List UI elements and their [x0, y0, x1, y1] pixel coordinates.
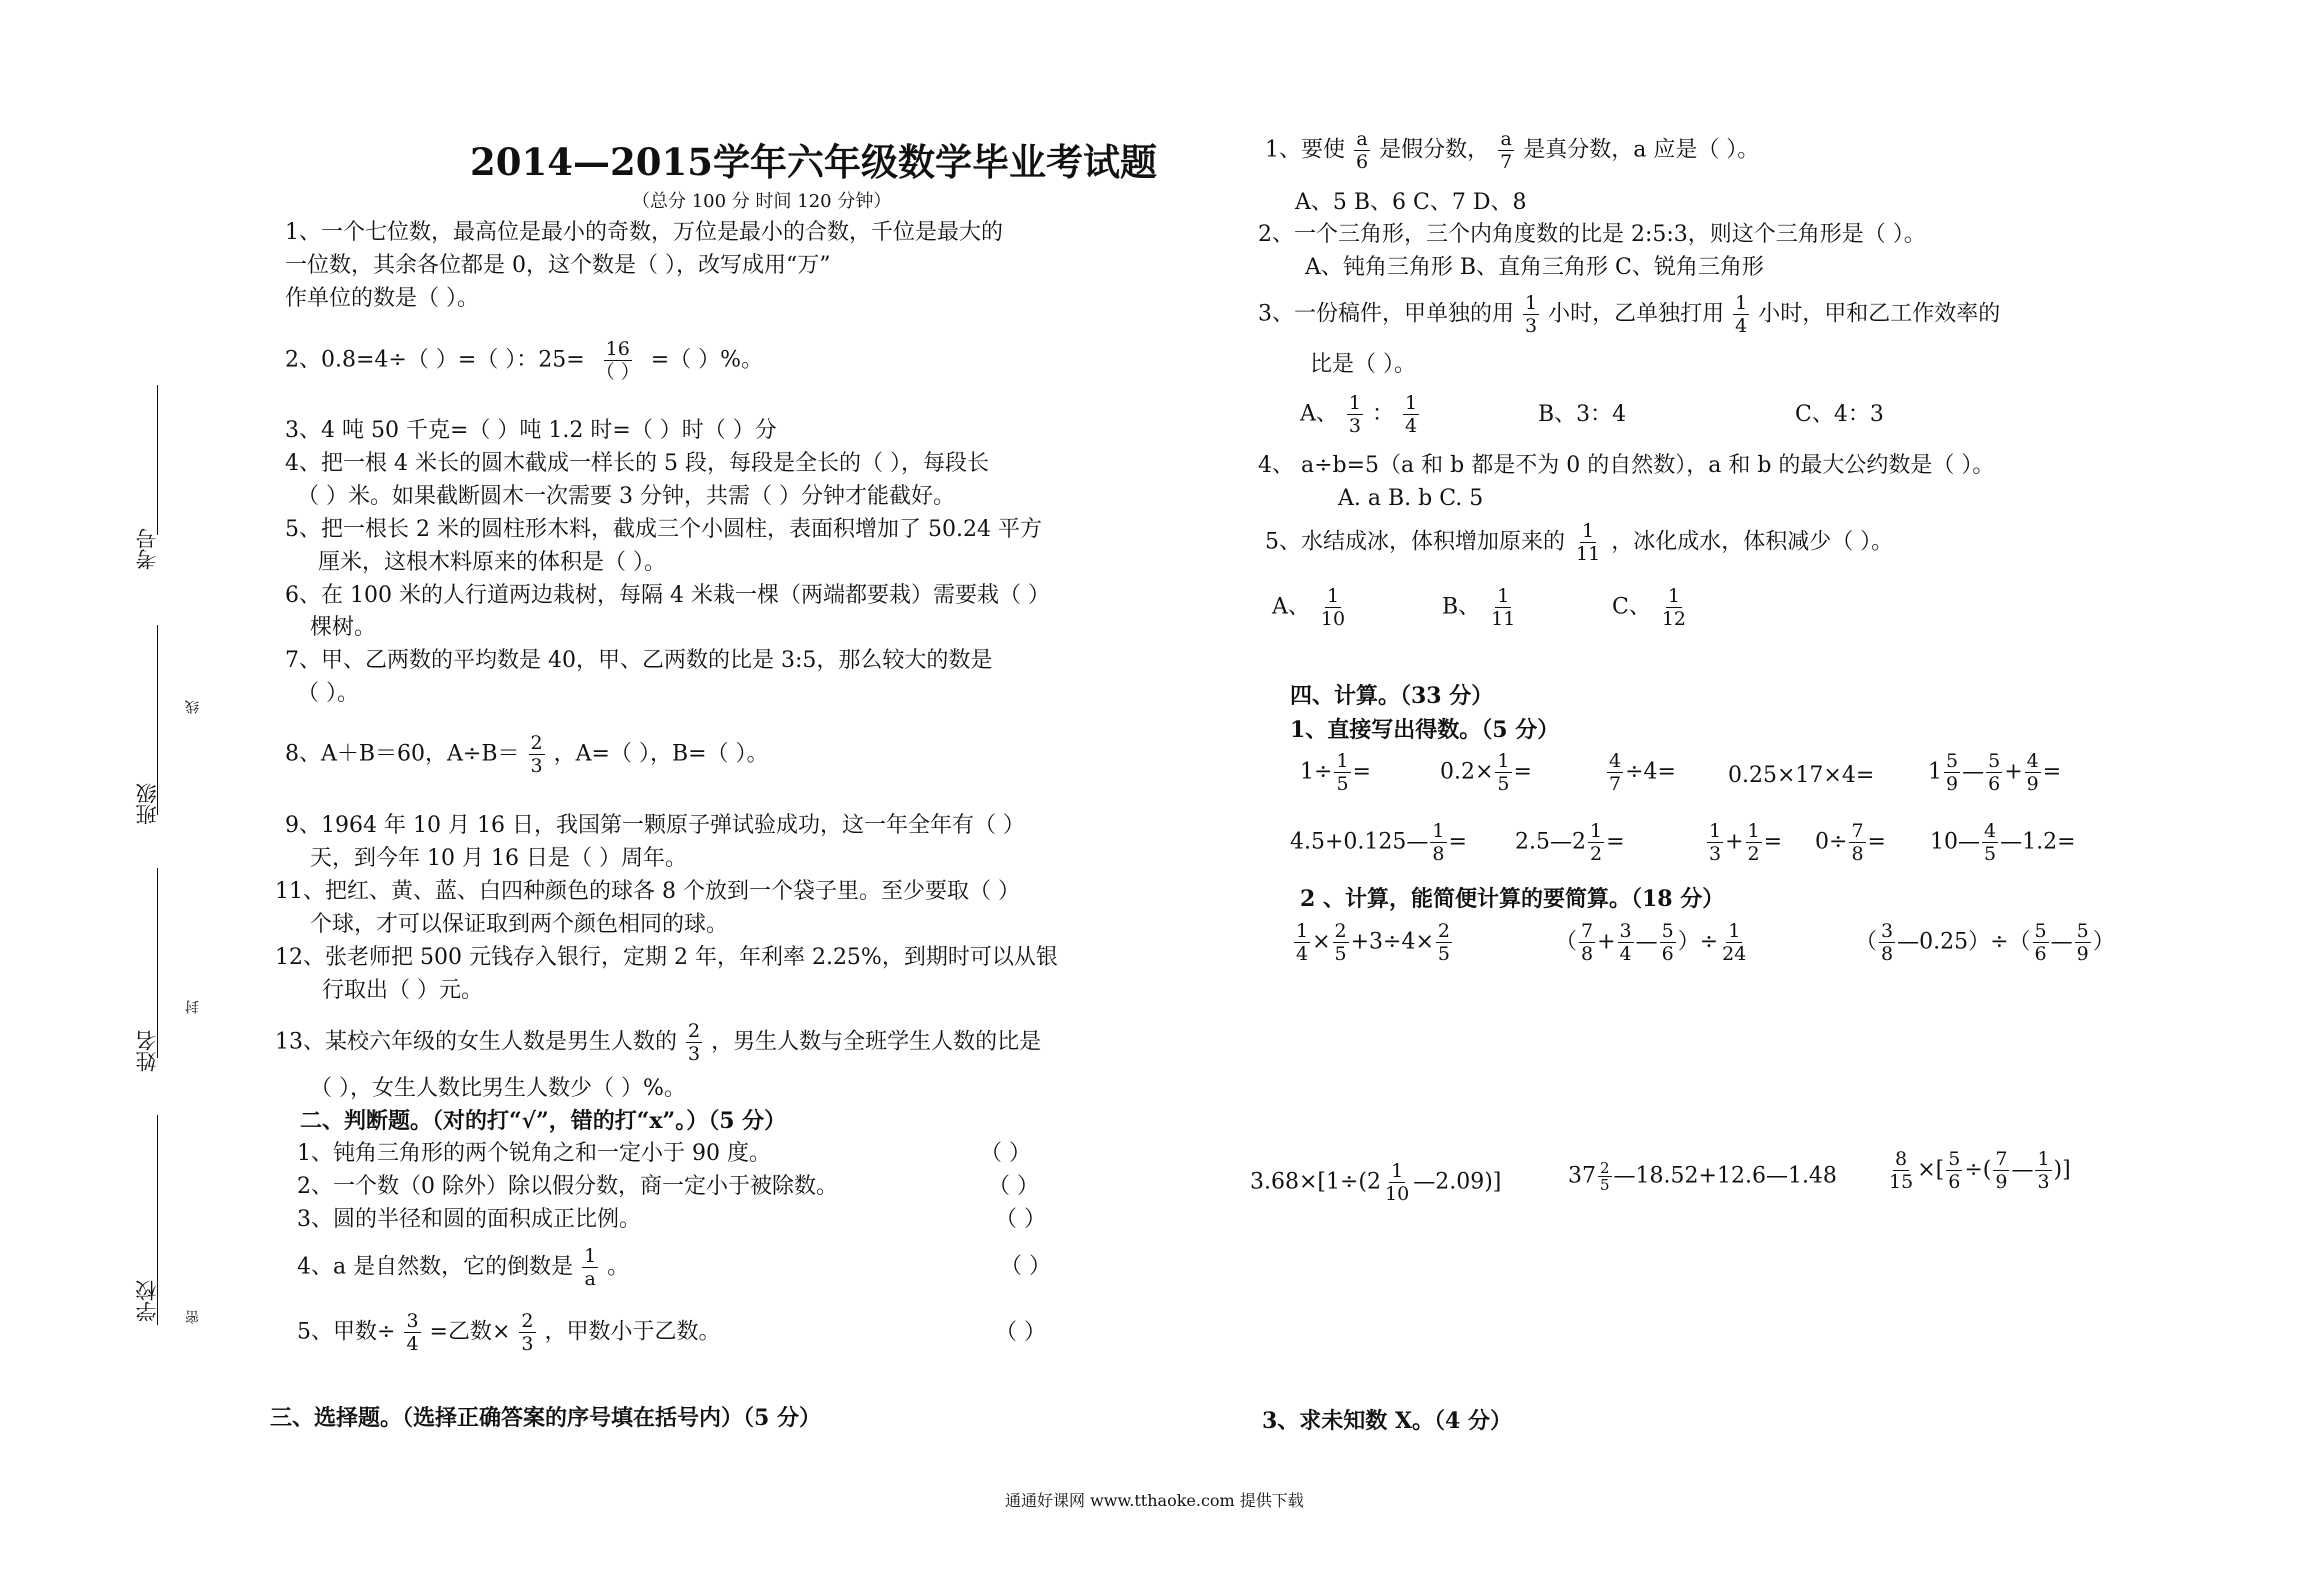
calc-4: 0.25×17×4=: [1728, 763, 1875, 788]
judge-5: 5、甲数÷ $\frac{3}{4}$ =乙数× $\frac{2}{3}$ ，甲数小于乙数。: [297, 1310, 721, 1355]
seal-mark-seal: 封: [185, 1000, 201, 1014]
q8-fraction: $\frac{2}{3}$: [530, 732, 543, 777]
choice-3-line2: 比是（ ）。: [1310, 352, 1416, 377]
simplify-1: $\frac{1}{4}$ × $\frac{2}{5}$ +3÷4× $\frac{2}{5}$: [1296, 920, 1451, 965]
choice-3-fraction-2: $\frac{1}{4}$: [1735, 292, 1748, 337]
choice-4-options: A. a B. b C. 5: [1338, 486, 1484, 511]
choice-5-option-c: C、 $\frac{1}{12}$: [1612, 585, 1687, 630]
calc-1: 1÷ $\frac{1}{5}$ =: [1300, 750, 1371, 795]
label-name: 姓名: [135, 1030, 159, 1072]
q9-line1: 9、1964 年 10 月 16 日，我国第一颗原子弹试验成功，这一年全年有（ ）: [285, 813, 1025, 838]
q11-line1: 11、把红、黄、蓝、白四种颜色的球各 8 个放到一个袋子里。至少要取（ ）: [275, 879, 1020, 904]
section-2-heading: 二、判断题。（对的打“√”，错的打“x”。）（5 分）: [300, 1108, 787, 1134]
q12-line2: 行取出（ ）元。: [322, 978, 483, 1003]
choice-3-option-b: B、3：4: [1538, 402, 1627, 427]
choice-3: 3、一份稿件，甲单独的用 $\frac{1}{3}$ 小时，乙单独打用 $\frac{1}{4}$ 小时，甲和乙工作效率的: [1258, 292, 2001, 337]
label-school: 学校: [135, 1280, 159, 1322]
q1-line1: 1、一个七位数，最高位是最小的奇数，万位是最小的合数，千位是最大的: [285, 220, 1003, 245]
choice-3-optA-frac-2: $\frac{1}{4}$: [1405, 392, 1418, 437]
long-calc-1-frac: $\frac{1}{10}$: [1385, 1160, 1410, 1205]
calc-9-frac: $\frac{7}{8}$: [1851, 820, 1864, 865]
simplify-2-frac-3: $\frac{5}{6}$: [1661, 920, 1674, 965]
judge-5-answer[interactable]: （ ）: [995, 1320, 1046, 1345]
judge-3: 3、圆的半径和圆的面积成正比例。: [297, 1207, 641, 1232]
simplify-2-frac-2: $\frac{3}{4}$: [1619, 920, 1632, 965]
choice-2-options: A、钝角三角形 B、直角三角形 C、锐角三角形: [1305, 255, 1764, 280]
q13-fraction: $\frac{2}{3}$: [688, 1020, 701, 1065]
choice-1-fraction-1: $\frac{a}{6}$: [1356, 128, 1369, 173]
q12-line1: 12、张老师把 500 元钱存入银行，定期 2 年，年利率 2.25%，到期时可以从银: [275, 945, 1058, 970]
choice-5-optA-frac: $\frac{1}{10}$: [1320, 585, 1346, 630]
calc-9: 0÷ $\frac{7}{8}$ =: [1815, 820, 1886, 865]
choice-5: 5、水结成冰，体积增加原来的 $\frac{1}{11}$ ，冰化成水，体积减少（ ）。: [1265, 520, 1894, 565]
choice-4: 4、 a÷b=5（a 和 b 都是不为 0 的自然数），a 和 b 的最大公约数是（ ）。: [1258, 453, 1995, 478]
calc-6: 4.5+0.125— $\frac{1}{8}$ =: [1290, 820, 1467, 865]
calc-6-frac: $\frac{1}{8}$: [1432, 820, 1445, 865]
simplify-2-frac-4: $\frac{1}{24}$: [1722, 920, 1747, 965]
long-calc-3-frac-3: $\frac{7}{9}$: [1995, 1148, 2008, 1193]
calc-10: 10— $\frac{4}{5}$ —1.2=: [1930, 820, 2076, 865]
q5-line2: 厘米，这根木料原来的体积是（ ）。: [318, 550, 666, 575]
calc-5-frac-1: $\frac{5}{9}$: [1946, 750, 1959, 795]
q2: [285, 338, 763, 383]
choice-3-option-a: A、 $\frac{1}{3}$ ： $\frac{1}{4}$: [1300, 392, 1418, 437]
calc-5: 1 $\frac{5}{9}$ — $\frac{5}{6}$ + $\frac{4}{9}$ =: [1928, 750, 2062, 795]
q2-text-a: 2、0.8=4÷（ ）=（ ）：25=: [285, 347, 585, 373]
calc-7-frac: $\frac{1}{2}$: [1589, 820, 1603, 865]
choice-5-fraction: $\frac{1}{11}$: [1576, 520, 1601, 565]
calc-10-frac: $\frac{4}{5}$: [1984, 820, 1997, 865]
section-4-part-3: 3、求未知数 X。（4 分）: [1262, 1408, 1513, 1434]
long-calc-3: $\frac{8}{15}$ ×[ $\frac{5}{6}$ ÷( $\frac{7}{9}$ — $\frac{1}{3}$ )]: [1889, 1148, 2071, 1193]
q8: 8、A＋B＝60，A÷B＝ $\frac{2}{3}$ ，A=（ ），B=（ ）。: [285, 732, 769, 777]
q5-line1: 5、把一根长 2 米的圆柱形木料，截成三个小圆柱，表面积增加了 50.24 平方: [285, 517, 1042, 542]
choice-3-option-c: C、4：3: [1795, 402, 1884, 427]
calc-2-frac: $\frac{1}{5}$: [1497, 750, 1510, 795]
choice-1: 1、要使 $\frac{a}{6}$ 是假分数， $\frac{a}{7}$ 是真分数，a 应是（ ）。: [1265, 128, 1760, 173]
q7-line2: （ ）。: [297, 681, 359, 706]
simplify-3-frac-2: $\frac{5}{6}$: [2034, 920, 2047, 965]
calc-1-frac: $\frac{1}{5}$: [1336, 750, 1349, 795]
q2-text-b: =（ ）%。: [650, 347, 764, 373]
q2-fraction: $\frac{16}{( )}$: [595, 338, 640, 383]
choice-3-optA-frac-1: $\frac{1}{3}$: [1348, 392, 1361, 437]
choice-2: 2、一个三角形，三个内角度数的比是 2:5:3，则这个三角形是（ ）。: [1258, 222, 1926, 247]
choice-1-fraction-2: $\frac{a}{7}$: [1500, 128, 1513, 173]
long-calc-3-frac-4: $\frac{1}{3}$: [2037, 1148, 2050, 1193]
simplify-1-frac-3: $\frac{2}{5}$: [1437, 920, 1451, 965]
q7-line1: 7、甲、乙两数的平均数是 40，甲、乙两数的比是 3:5，那么较大的数是: [285, 648, 993, 673]
label-exam-number: 考号: [135, 528, 159, 570]
simplify-3-frac-1: $\frac{3}{8}$: [1881, 920, 1894, 965]
q6-line2: 棵树。: [310, 615, 377, 640]
section-4-heading: 四、计算。（33 分）: [1290, 683, 1494, 709]
q13-line2: （ ），女生人数比男生人数少（ ）%。: [310, 1076, 686, 1101]
seal-mark-secret: 密: [185, 1310, 201, 1324]
q9-line2: 天，到今年 10 月 16 日是（ ）周年。: [310, 846, 687, 871]
footer-source: 通通好课网 www.tthaoke.com 提供下载: [1005, 1491, 1304, 1510]
label-class: 班级: [135, 783, 159, 825]
choice-5-option-a: A、 $\frac{1}{10}$: [1272, 585, 1346, 630]
choice-5-option-b: B、 $\frac{1}{11}$: [1442, 585, 1516, 630]
judge-4-answer[interactable]: （ ）: [1000, 1254, 1051, 1279]
q13-line1: 13、某校六年级的女生人数是男生人数的 $\frac{2}{3}$ ，男生人数与全班学生人数的比是: [275, 1020, 1042, 1065]
q6-line1: 6、在 100 米的人行道两边栽树，每隔 4 米栽一棵（两端都要栽）需要栽（ ）: [285, 583, 1050, 608]
simplify-2: （ $\frac{7}{8}$ + $\frac{3}{4}$ — $\frac{5}{6}$ ）÷ $\frac{1}{24}$: [1555, 920, 1747, 965]
judge-2: 2、一个数（0 除外）除以假分数，商一定小于被除数。: [297, 1174, 838, 1199]
choice-5-optB-frac: $\frac{1}{11}$: [1491, 585, 1516, 630]
page-title: 2014—2015学年六年级数学毕业考试题: [470, 140, 1157, 184]
section-4-part-1: 1、直接写出得数。（5 分）: [1290, 717, 1560, 743]
judge-4: 4、a 是自然数，它的倒数是 $\frac{1}{a}$ 。: [297, 1245, 630, 1290]
calc-3: $\frac{4}{7}$ ÷4=: [1609, 750, 1676, 795]
long-calc-3-frac-2: $\frac{5}{6}$: [1948, 1148, 1961, 1193]
simplify-1-frac-1: $\frac{1}{4}$: [1296, 920, 1309, 965]
q1-line3: 作单位的数是（ ）。: [285, 286, 479, 311]
simplify-3: （ $\frac{3}{8}$ —0.25）÷（ $\frac{5}{6}$ — $\frac{5}{9}$ ）: [1855, 920, 2115, 965]
q1-line2: 一位数，其余各位都是 0，这个数是（ ），改写成用“万”: [285, 253, 831, 278]
calc-5-frac-3: $\frac{4}{9}$: [2026, 750, 2039, 795]
section-4-part-2: 2 、计算，能简便计算的要简算。（18 分）: [1300, 886, 1725, 912]
judge-2-answer[interactable]: （ ）: [988, 1174, 1039, 1199]
calc-8: $\frac{1}{3}$ + $\frac{1}{2}$ =: [1709, 820, 1783, 865]
calc-8-frac-2: $\frac{1}{2}$: [1747, 820, 1760, 865]
judge-4-fraction: $\frac{1}{a}$: [584, 1245, 597, 1290]
long-calc-2-frac: $\frac{2}{5}$: [1600, 1159, 1610, 1194]
q4-line2: （ ）米。如果截断圆木一次需要 3 分钟，共需（ ）分钟才能截好。: [297, 484, 955, 509]
simplify-1-frac-2: $\frac{2}{5}$: [1334, 920, 1347, 965]
binding-line-1: [157, 385, 158, 535]
judge-3-answer[interactable]: （ ）: [995, 1207, 1046, 1232]
choice-3-fraction-1: $\frac{1}{3}$: [1525, 292, 1538, 337]
page-subtitle: （总分 100 分 时间 120 分钟）: [632, 191, 892, 212]
calc-5-frac-2: $\frac{5}{6}$: [1988, 750, 2001, 795]
section-3-heading: 三、选择题。（选择正确答案的序号填在括号内）（5 分）: [270, 1405, 821, 1431]
judge-5-fraction-1: $\frac{3}{4}$: [406, 1310, 419, 1355]
long-calc-2: 37 $\frac{2}{5}$ —18.52+12.6—1.48: [1568, 1159, 1837, 1194]
q3: 3、4 吨 50 千克=（ ）吨 1.2 时=（ ）时（ ）分: [285, 418, 777, 443]
judge-5-fraction-2: $\frac{2}{3}$: [521, 1310, 534, 1355]
choice-1-options: A、5 B、6 C、7 D、8: [1295, 190, 1527, 215]
judge-1: 1、钝角三角形的两个锐角之和一定小于 90 度。: [297, 1141, 771, 1166]
q11-line2: 个球，才可以保证取到两个颜色相同的球。: [310, 912, 729, 937]
long-calc-1: 3.68×[1÷(2 $\frac{1}{10}$ —2.09)]: [1250, 1160, 1502, 1205]
calc-3-frac: $\frac{4}{7}$: [1609, 750, 1622, 795]
calc-2: 0.2× $\frac{1}{5}$ =: [1440, 750, 1532, 795]
q4-line1: 4、把一根 4 米长的圆木截成一样长的 5 段，每段是全长的（ ），每段长: [285, 451, 989, 476]
seal-mark-line: 线: [185, 700, 201, 714]
calc-8-frac-1: $\frac{1}{3}$: [1709, 820, 1722, 865]
choice-5-optC-frac: $\frac{1}{12}$: [1661, 585, 1687, 630]
judge-1-answer[interactable]: （ ）: [980, 1141, 1031, 1166]
simplify-2-frac-1: $\frac{7}{8}$: [1581, 920, 1594, 965]
simplify-3-frac-3: $\frac{5}{9}$: [2076, 920, 2089, 965]
calc-7: 2.5—2 $\frac{1}{2}$ =: [1515, 820, 1625, 865]
long-calc-3-frac-1: $\frac{8}{15}$: [1889, 1148, 1914, 1193]
